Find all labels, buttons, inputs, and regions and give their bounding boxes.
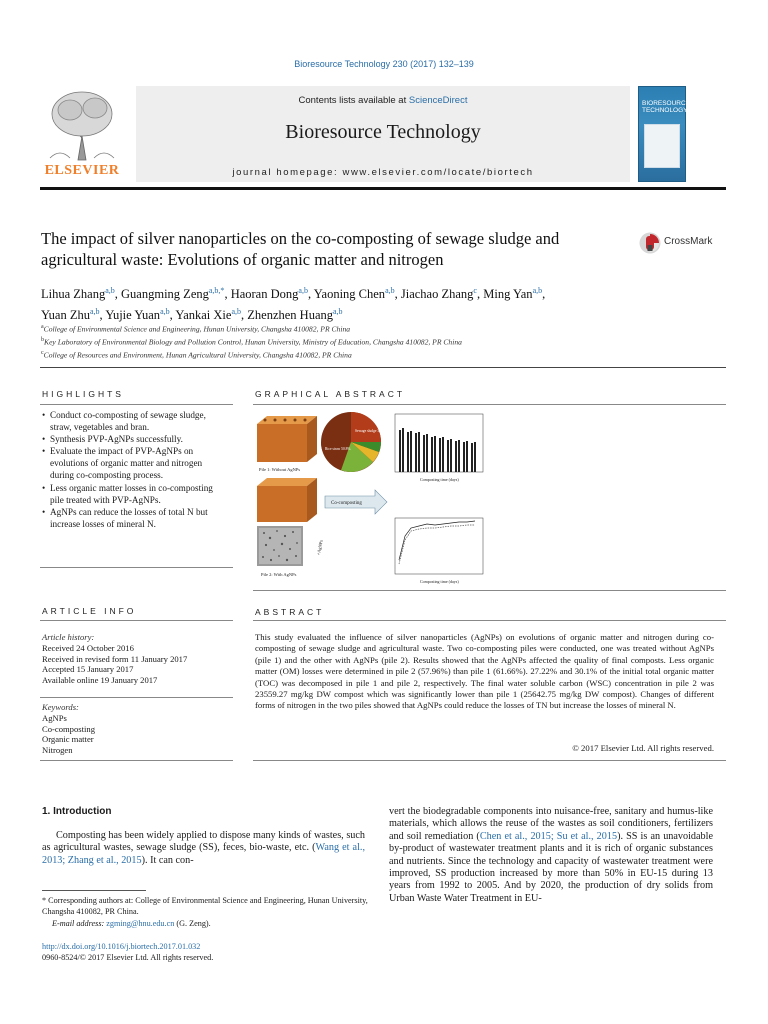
masthead-divider	[40, 187, 726, 190]
article-info-rule	[40, 620, 233, 621]
author-separator: ,	[476, 287, 484, 302]
header-divider	[40, 367, 726, 368]
pile-1-label: Pile 1: Without AgNPs	[259, 467, 301, 472]
pile-2-label: Pile 2: With AgNPs	[261, 572, 297, 577]
email-label: E-mail address:	[52, 918, 107, 928]
footnote-rule	[42, 890, 146, 891]
body-text: ). SS is an unavoidable by-product of wastewater treatment plants and it is rich of organic substances and nutrients. Since the technology and capacity of wastewater treatment were improved, SS production increased by more than 50% in EU-15 during 13 years from 1992 to 2005. And by 2020, the production of dry solids from Urban Waste Water Treatment in EU-	[389, 830, 713, 904]
line-chart-plot	[395, 518, 483, 584]
history-accepted: Accepted 15 January 2017	[42, 664, 134, 675]
history-revised: Received in revised form 11 January 2017	[42, 653, 188, 664]
affiliation-text: College of Resources and Environment, Hunan Agricultural University, Changsha 410082, PR China	[43, 350, 352, 360]
journal-citation-link[interactable]: Bioresource Technology 230 (2017) 132–139	[294, 59, 474, 69]
abstract-copyright: © 2017 Elsevier Ltd. All rights reserved.	[572, 743, 714, 753]
author-affiliation-marker[interactable]: a,b	[385, 286, 395, 295]
affiliation-text: College of Environmental Science and Engineering, Hunan University, Changsha 410082, PR China	[43, 324, 351, 334]
author-name[interactable]: Yankai Xie	[175, 308, 232, 323]
keyword: Nitrogen	[42, 745, 73, 756]
bar-chart-plot	[395, 414, 483, 482]
affiliation-key: c	[41, 350, 44, 357]
highlights-rule	[40, 404, 233, 405]
author-name[interactable]: Guangming Zeng	[121, 287, 209, 302]
author-name[interactable]: Ming Yan	[483, 287, 533, 302]
sciencedirect-link[interactable]: ScienceDirect	[408, 95, 468, 106]
history-online: Available online 19 January 2017	[42, 675, 158, 686]
affiliation-item	[41, 348, 721, 361]
highlight-item: • Evaluate the impact of PVP-AgNPs on evolutions of organic matter and nitrogen during co-composting process.	[42, 445, 227, 481]
citation-link[interactable]: Chen et al., 2015; Su et al., 2015	[479, 830, 618, 842]
author-affiliation-marker[interactable]: a,b	[89, 307, 100, 317]
graphical-abstract-rule-bottom	[253, 590, 726, 591]
affiliation-item	[41, 322, 721, 335]
author-name[interactable]: Yaoning Chen	[313, 287, 386, 302]
highlights-rule-bottom	[40, 567, 233, 568]
author-separator: ,	[394, 287, 401, 302]
author-name[interactable]: Jiachao Zhang	[400, 287, 474, 302]
co-composting-label: Co-composting	[331, 501, 362, 506]
history-received: Received 24 October 2016	[42, 642, 134, 653]
author-separator: ,	[224, 287, 231, 302]
author-affiliation-marker[interactable]: c	[473, 286, 477, 295]
keywords-label: Keywords:	[42, 702, 79, 712]
author-name[interactable]: Yujie Yuan	[105, 308, 161, 323]
article-info-mid-rule	[40, 697, 233, 698]
author-name[interactable]: Lihua Zhang	[41, 287, 106, 302]
highlights-heading: HIGHLIGHTS	[42, 389, 124, 399]
agnps-micrograph-image	[257, 526, 303, 566]
footnotes	[42, 895, 372, 929]
history-label: Article history:	[42, 632, 95, 642]
author-affiliation-marker[interactable]: a,b	[333, 307, 343, 317]
abstract-rule-bottom	[253, 760, 726, 761]
author-affiliation-marker[interactable]: a,b	[231, 307, 242, 317]
author-list	[41, 282, 711, 324]
author-separator: ,	[307, 287, 314, 302]
introduction-heading: 1. Introduction	[42, 806, 112, 817]
highlight-item: • AgNPs can reduce the losses of total N but increase losses of mineral N.	[42, 506, 227, 530]
citation-link[interactable]: Wang et al., 2013; Zhang et al., 2015	[42, 842, 365, 866]
author-separator: ,	[241, 308, 248, 323]
bar-chart-xlabel: Composting time (days)	[420, 477, 459, 482]
article-info-heading: ARTICLE INFO	[42, 606, 137, 616]
body-text: ). It can con-	[141, 854, 194, 866]
affiliation-key: b	[41, 337, 44, 344]
pile-2-box-icon	[257, 478, 317, 522]
article-history	[42, 632, 232, 686]
cover-image	[644, 124, 680, 168]
author-affiliation-marker[interactable]: a,b	[532, 286, 543, 295]
abstract-rule	[253, 620, 726, 621]
body-column-right	[389, 806, 713, 905]
contents-prefix: Contents lists available at	[298, 95, 409, 106]
highlight-item: • Synthesis PVP-AgNPs successfully.	[42, 433, 227, 445]
author-affiliation-marker[interactable]: a,b	[160, 307, 170, 317]
affiliation-list	[41, 322, 721, 361]
keyword: Organic matter	[42, 734, 94, 745]
email-line	[42, 918, 372, 929]
author-affiliation-marker[interactable]: a,b,*	[208, 286, 225, 295]
body-text: vert the biodegradable components into nuisance-free, sanitary and humus-like materials, which allows the reuse of the wastes as soil conditioners, fertilizers and soil remediation (	[389, 806, 713, 842]
corresponding-author-note: * Corresponding authors at: College of Environmental Science and Engineering, Hunan University, Changsha 410082, PR China.	[42, 896, 368, 917]
composition-pie-chart	[321, 412, 387, 472]
pile-1-box-icon	[257, 416, 317, 462]
graphical-abstract-heading: GRAPHICAL ABSTRACT	[255, 389, 406, 399]
doi-link[interactable]: http://dx.doi.org/10.1016/j.biortech.2017.01.032	[42, 942, 201, 951]
highlight-item: • Less organic matter losses in co-composting pile treated with PVP-AgNPs.	[42, 482, 227, 506]
contents-line	[136, 95, 630, 106]
publisher-wordmark: ELSEVIER	[44, 163, 120, 178]
article-info-rule-bottom	[40, 760, 233, 761]
affiliation-item	[41, 335, 721, 348]
highlight-item: • Conduct co-composting of sewage sludge, straw, vegetables and bran.	[42, 409, 227, 433]
keyword: Co-composting	[42, 723, 95, 734]
author-affiliation-marker[interactable]: a,b	[298, 286, 308, 295]
graphical-abstract-rule	[253, 404, 726, 405]
body-column-left	[42, 830, 365, 867]
author-affiliation-marker[interactable]: a,b	[105, 286, 115, 295]
author-separator: ,	[542, 287, 546, 302]
journal-name: Bioresource Technology	[285, 121, 481, 143]
abstract-heading: ABSTRACT	[255, 607, 325, 617]
email-link[interactable]: zgming@hnu.edu.cn	[106, 918, 175, 928]
cover-title: BIORESOURCE TECHNOLOGY	[642, 100, 691, 114]
crossmark-icon[interactable]	[639, 231, 661, 255]
author-name[interactable]: Zhenzhen Huang	[247, 308, 333, 323]
graphical-abstract-figure[interactable]	[255, 410, 490, 585]
journal-homepage[interactable]: journal homepage: www.elsevier.com/locate/biortech	[232, 167, 534, 178]
keyword: AgNPs	[42, 712, 67, 723]
keywords-block	[42, 702, 232, 756]
pie-label-sludge: Sewage sludge 32.5%	[355, 429, 387, 433]
author-separator: ,	[99, 308, 106, 323]
affiliation-text: Key Laboratory of Environmental Biology and Pollution Control, Hunan University, Ministry of Education, Changsha 410082, PR China	[44, 337, 462, 347]
highlights-list	[42, 409, 227, 530]
pie-label-straw: Rice straw 50.8%	[325, 447, 351, 451]
author-separator: ,	[169, 308, 176, 323]
body-text: Composting has been widely applied to dispose many kinds of wastes, such as agricultural wastes, sewage sludge (SS), feces, bio-waste, etc. (	[42, 830, 365, 854]
doi-block	[42, 941, 372, 964]
crossmark-label[interactable]: CrossMark	[664, 236, 713, 247]
author-separator: ,	[114, 287, 122, 302]
agnps-label: +AgNPs	[315, 539, 324, 556]
email-suffix: (G. Zeng).	[174, 918, 211, 928]
article-title: The impact of silver nanoparticles on the co-composting of sewage sludge and agricultural waste: Evolutions of organic matter and nitrogen	[41, 229, 560, 269]
line-chart-xlabel: Composting time (days)	[420, 579, 459, 584]
author-name[interactable]: Yuan Zhu	[41, 308, 90, 323]
issn-line: 0960-8524/© 2017 Elsevier Ltd. All rights reserved.	[42, 953, 214, 963]
abstract-text: This study evaluated the influence of silver nanoparticles (AgNPs) on evolutions of organic matter and nitrogen during co-composting of sewage sludge and agricultural waste. Two co-composting piles were conducted, one was treated without AgNPs (pile 1) and the other with AgNPs (pile 2). Results showed that the AgNPs affected the quality of final composts. Less organic matter (OM) losses were determined in pile 2 (57.96%) than pile 1 (61.66%). 27.22% and 30.1% of the initial total organic matter (TOC) was decomposed in pile 1 and pile 2, respectively. The final water soluble carbon (WSC) concentration in pile 2 was 23559.27 mg/kg DW compost which was significantly lower than pile 1 (25642.75 mg/kg DW compost). Changes of different forms of nitrogen in the two piles showed that AgNPs could reduce the losses of TN but increase the losses of mineral N.	[255, 632, 714, 711]
co-composting-arrow-icon	[325, 490, 387, 514]
affiliation-key: a	[41, 324, 44, 330]
author-name[interactable]: Haoran Dong	[230, 287, 299, 302]
